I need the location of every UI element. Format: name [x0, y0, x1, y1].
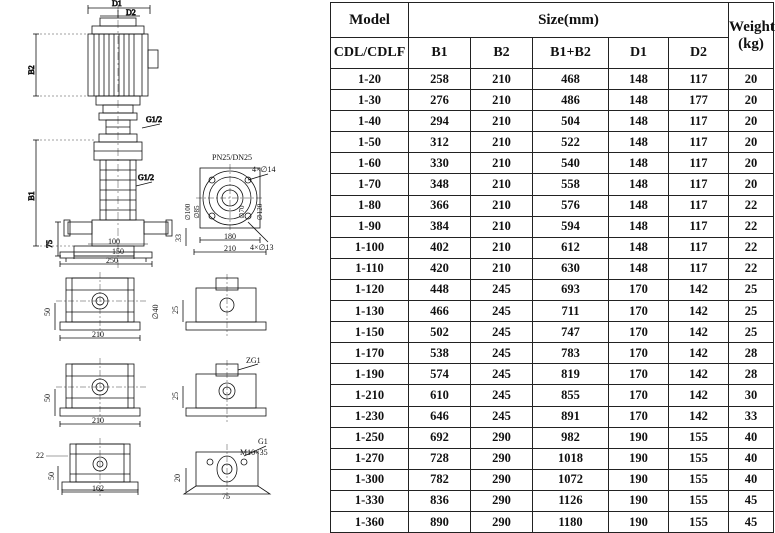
svg-text:180: 180	[224, 232, 236, 241]
cell-d2: 117	[669, 258, 729, 279]
svg-text:ZG1: ZG1	[246, 356, 261, 365]
table-row	[331, 469, 774, 490]
cell-d1: 148	[609, 69, 669, 90]
cell-d1: 148	[609, 237, 669, 258]
cell-weight: 25	[729, 301, 774, 322]
cell-d1: 148	[609, 132, 669, 153]
svg-text:G1: G1	[258, 437, 268, 446]
cell-b1: 692	[409, 427, 471, 448]
svg-text:50: 50	[43, 394, 52, 402]
cell-weight: 22	[729, 195, 774, 216]
cell-b1: 646	[409, 406, 471, 427]
cell-b1: 538	[409, 343, 471, 364]
svg-text:150: 150	[112, 247, 124, 256]
cell-weight: 33	[729, 406, 774, 427]
table-row	[331, 132, 774, 153]
cell-b1: 836	[409, 490, 471, 511]
cell-model: 1-100	[331, 237, 409, 258]
cell-b1b2: 1018	[533, 448, 609, 469]
svg-text:25: 25	[171, 306, 180, 314]
cell-d1: 170	[609, 364, 669, 385]
svg-text:33: 33	[174, 234, 183, 242]
cell-model: 1-70	[331, 174, 409, 195]
cell-b1b2: 540	[533, 153, 609, 174]
drawing-svg	[0, 0, 330, 500]
svg-text:210: 210	[92, 330, 104, 339]
cell-weight: 28	[729, 364, 774, 385]
cell-model: 1-150	[331, 322, 409, 343]
table-row	[331, 195, 774, 216]
cell-model: 1-190	[331, 364, 409, 385]
svg-text:20: 20	[173, 474, 182, 482]
cell-b1b2: 594	[533, 216, 609, 237]
cell-b1b2: 1072	[533, 469, 609, 490]
header-weight-unit: (kg)	[738, 35, 764, 52]
cell-d1: 148	[609, 90, 669, 111]
cell-weight: 30	[729, 385, 774, 406]
cell-b2: 210	[471, 258, 533, 279]
svg-text:M10×35: M10×35	[240, 448, 268, 457]
cell-b2: 290	[471, 511, 533, 532]
table-row	[331, 174, 774, 195]
cell-weight: 40	[729, 448, 774, 469]
cell-b1b2: 558	[533, 174, 609, 195]
cell-b1: 466	[409, 301, 471, 322]
cell-d1: 190	[609, 511, 669, 532]
cell-b2: 210	[471, 132, 533, 153]
cell-weight: 25	[729, 279, 774, 300]
cell-weight: 40	[729, 427, 774, 448]
cell-b2: 245	[471, 322, 533, 343]
cell-d2: 142	[669, 279, 729, 300]
cell-model: 1-90	[331, 216, 409, 237]
cell-b2: 245	[471, 343, 533, 364]
cell-d2: 142	[669, 322, 729, 343]
cell-b2: 290	[471, 469, 533, 490]
table-row	[331, 237, 774, 258]
cell-model: 1-360	[331, 511, 409, 532]
cell-d2: 117	[669, 195, 729, 216]
cell-b1: 502	[409, 322, 471, 343]
cell-model: 1-110	[331, 258, 409, 279]
svg-text:50: 50	[43, 308, 52, 316]
svg-text:210: 210	[92, 416, 104, 425]
header-weight-label: Weight	[729, 18, 775, 35]
svg-text:50: 50	[47, 472, 56, 480]
cell-b1b2: 468	[533, 69, 609, 90]
cell-d1: 190	[609, 490, 669, 511]
svg-text:25: 25	[171, 392, 180, 400]
table-row	[331, 279, 774, 300]
cell-b1b2: 711	[533, 301, 609, 322]
table-row	[331, 153, 774, 174]
specification-table	[330, 2, 774, 533]
cell-d1: 148	[609, 153, 669, 174]
cell-weight: 20	[729, 111, 774, 132]
svg-text:75: 75	[222, 492, 230, 500]
cell-b1: 890	[409, 511, 471, 532]
header-col-b2: B2	[471, 38, 533, 69]
cell-model: 1-50	[331, 132, 409, 153]
cell-d2: 117	[669, 69, 729, 90]
svg-text:PN25/DN25: PN25/DN25	[212, 153, 253, 162]
cell-d2: 142	[669, 385, 729, 406]
table-row	[331, 343, 774, 364]
cell-b1b2: 891	[533, 406, 609, 427]
cell-d1: 148	[609, 111, 669, 132]
svg-text:∅40: ∅40	[151, 304, 160, 320]
cell-b1: 402	[409, 237, 471, 258]
cell-b1b2: 747	[533, 322, 609, 343]
cell-b2: 210	[471, 153, 533, 174]
svg-text:∅120: ∅120	[256, 203, 264, 221]
cell-b2: 245	[471, 279, 533, 300]
cell-model: 1-40	[331, 111, 409, 132]
cell-d1: 148	[609, 195, 669, 216]
cell-d1: 190	[609, 427, 669, 448]
table-row	[331, 385, 774, 406]
cell-model: 1-270	[331, 448, 409, 469]
table-row	[331, 427, 774, 448]
cell-d2: 142	[669, 343, 729, 364]
cell-b2: 210	[471, 216, 533, 237]
cell-b1: 330	[409, 153, 471, 174]
table-row	[331, 364, 774, 385]
cell-b1b2: 1180	[533, 511, 609, 532]
header-model-sub: CDL/CDLF	[331, 38, 409, 69]
cell-b1: 384	[409, 216, 471, 237]
cell-weight: 45	[729, 490, 774, 511]
cell-d2: 142	[669, 364, 729, 385]
cell-d1: 170	[609, 301, 669, 322]
cell-d2: 142	[669, 406, 729, 427]
cell-weight: 22	[729, 216, 774, 237]
cell-weight: 20	[729, 153, 774, 174]
cell-b1b2: 612	[533, 237, 609, 258]
cell-b2: 290	[471, 448, 533, 469]
cell-b2: 210	[471, 237, 533, 258]
cell-b2: 290	[471, 427, 533, 448]
table-row	[331, 111, 774, 132]
table-header	[331, 3, 774, 69]
header-col-d2: D2	[669, 38, 729, 69]
cell-model: 1-30	[331, 90, 409, 111]
cell-weight: 45	[729, 511, 774, 532]
cell-b1: 366	[409, 195, 471, 216]
cell-b2: 245	[471, 385, 533, 406]
table-row	[331, 322, 774, 343]
svg-text:∅85: ∅85	[193, 205, 201, 219]
svg-text:4×∅13: 4×∅13	[250, 243, 274, 252]
cell-d1: 190	[609, 469, 669, 490]
cell-b1b2: 522	[533, 132, 609, 153]
cell-model: 1-230	[331, 406, 409, 427]
cell-b1b2: 855	[533, 385, 609, 406]
cell-model: 1-300	[331, 469, 409, 490]
table-header-row-top	[331, 3, 774, 38]
cell-b1: 294	[409, 111, 471, 132]
cell-d2: 117	[669, 174, 729, 195]
header-col-d1: D1	[609, 38, 669, 69]
cell-weight: 25	[729, 322, 774, 343]
header-col-b1: B1	[409, 38, 471, 69]
cell-model: 1-130	[331, 301, 409, 322]
cell-d1: 170	[609, 385, 669, 406]
cell-b1: 574	[409, 364, 471, 385]
header-size: Size(mm)	[409, 3, 729, 38]
pump-dimension-drawing	[0, 0, 330, 500]
cell-weight: 20	[729, 132, 774, 153]
cell-d1: 148	[609, 216, 669, 237]
header-col-b1b2: B1+B2	[533, 38, 609, 69]
table-row	[331, 90, 774, 111]
cell-weight: 28	[729, 343, 774, 364]
cell-d1: 170	[609, 279, 669, 300]
cell-b1: 312	[409, 132, 471, 153]
table-row	[331, 511, 774, 532]
table-row	[331, 216, 774, 237]
svg-text:D1: D1	[112, 0, 122, 8]
table-row	[331, 69, 774, 90]
cell-b1b2: 1126	[533, 490, 609, 511]
cell-b1: 610	[409, 385, 471, 406]
cell-d2: 117	[669, 216, 729, 237]
cell-b1: 420	[409, 258, 471, 279]
svg-text:B2: B2	[27, 65, 36, 75]
header-weight	[729, 3, 774, 69]
table-row	[331, 490, 774, 511]
svg-text:210: 210	[224, 244, 236, 253]
cell-weight: 20	[729, 174, 774, 195]
cell-d2: 155	[669, 448, 729, 469]
cell-d2: 155	[669, 469, 729, 490]
svg-text:D2: D2	[126, 8, 136, 17]
cell-b1: 448	[409, 279, 471, 300]
table-row	[331, 258, 774, 279]
table-row	[331, 406, 774, 427]
cell-b1b2: 783	[533, 343, 609, 364]
cell-b1b2: 819	[533, 364, 609, 385]
cell-d2: 117	[669, 111, 729, 132]
cell-d1: 148	[609, 174, 669, 195]
cell-b1: 258	[409, 69, 471, 90]
cell-model: 1-60	[331, 153, 409, 174]
specification-table-container	[330, 2, 775, 529]
svg-text:B1: B1	[27, 191, 36, 201]
svg-text:100: 100	[108, 237, 120, 246]
svg-text:75: 75	[45, 240, 54, 248]
cell-b1: 276	[409, 90, 471, 111]
table-row	[331, 301, 774, 322]
cell-weight: 20	[729, 69, 774, 90]
svg-text:G1/2: G1/2	[146, 115, 162, 124]
cell-weight: 40	[729, 469, 774, 490]
cell-d2: 177	[669, 90, 729, 111]
table-row	[331, 448, 774, 469]
cell-weight: 22	[729, 258, 774, 279]
cell-b2: 245	[471, 301, 533, 322]
cell-d2: 155	[669, 490, 729, 511]
cell-b1b2: 693	[533, 279, 609, 300]
cell-d2: 117	[669, 153, 729, 174]
cell-model: 1-80	[331, 195, 409, 216]
table-body	[331, 69, 774, 533]
cell-weight: 20	[729, 90, 774, 111]
cell-d2: 117	[669, 132, 729, 153]
cell-d1: 190	[609, 448, 669, 469]
cell-b1: 782	[409, 469, 471, 490]
cell-model: 1-20	[331, 69, 409, 90]
svg-text:162: 162	[92, 484, 104, 493]
cell-b2: 245	[471, 364, 533, 385]
cell-d1: 170	[609, 343, 669, 364]
cell-d1: 148	[609, 258, 669, 279]
svg-text:22: 22	[36, 451, 44, 460]
cell-weight: 22	[729, 237, 774, 258]
cell-d2: 155	[669, 427, 729, 448]
cell-b2: 290	[471, 490, 533, 511]
cell-model: 1-120	[331, 279, 409, 300]
table-header-row-sub	[331, 38, 774, 69]
cell-b2: 210	[471, 90, 533, 111]
cell-d2: 142	[669, 301, 729, 322]
svg-text:∅70: ∅70	[238, 205, 246, 219]
cell-b1b2: 630	[533, 258, 609, 279]
svg-text:250: 250	[106, 256, 118, 265]
cell-b2: 210	[471, 111, 533, 132]
cell-b2: 210	[471, 195, 533, 216]
cell-b1: 348	[409, 174, 471, 195]
svg-text:4×∅14: 4×∅14	[252, 165, 276, 174]
cell-d2: 117	[669, 237, 729, 258]
svg-text:∅100: ∅100	[184, 203, 192, 221]
cell-b2: 210	[471, 174, 533, 195]
cell-b2: 245	[471, 406, 533, 427]
cell-model: 1-170	[331, 343, 409, 364]
cell-b2: 210	[471, 69, 533, 90]
svg-text:G1/2: G1/2	[138, 173, 154, 182]
cell-b1: 728	[409, 448, 471, 469]
header-model: Model	[331, 3, 409, 38]
cell-model: 1-250	[331, 427, 409, 448]
cell-model: 1-210	[331, 385, 409, 406]
cell-b1b2: 504	[533, 111, 609, 132]
cell-model: 1-330	[331, 490, 409, 511]
cell-b1b2: 486	[533, 90, 609, 111]
cell-b1b2: 576	[533, 195, 609, 216]
cell-d2: 155	[669, 511, 729, 532]
cell-b1b2: 982	[533, 427, 609, 448]
cell-d1: 170	[609, 406, 669, 427]
cell-d1: 170	[609, 322, 669, 343]
